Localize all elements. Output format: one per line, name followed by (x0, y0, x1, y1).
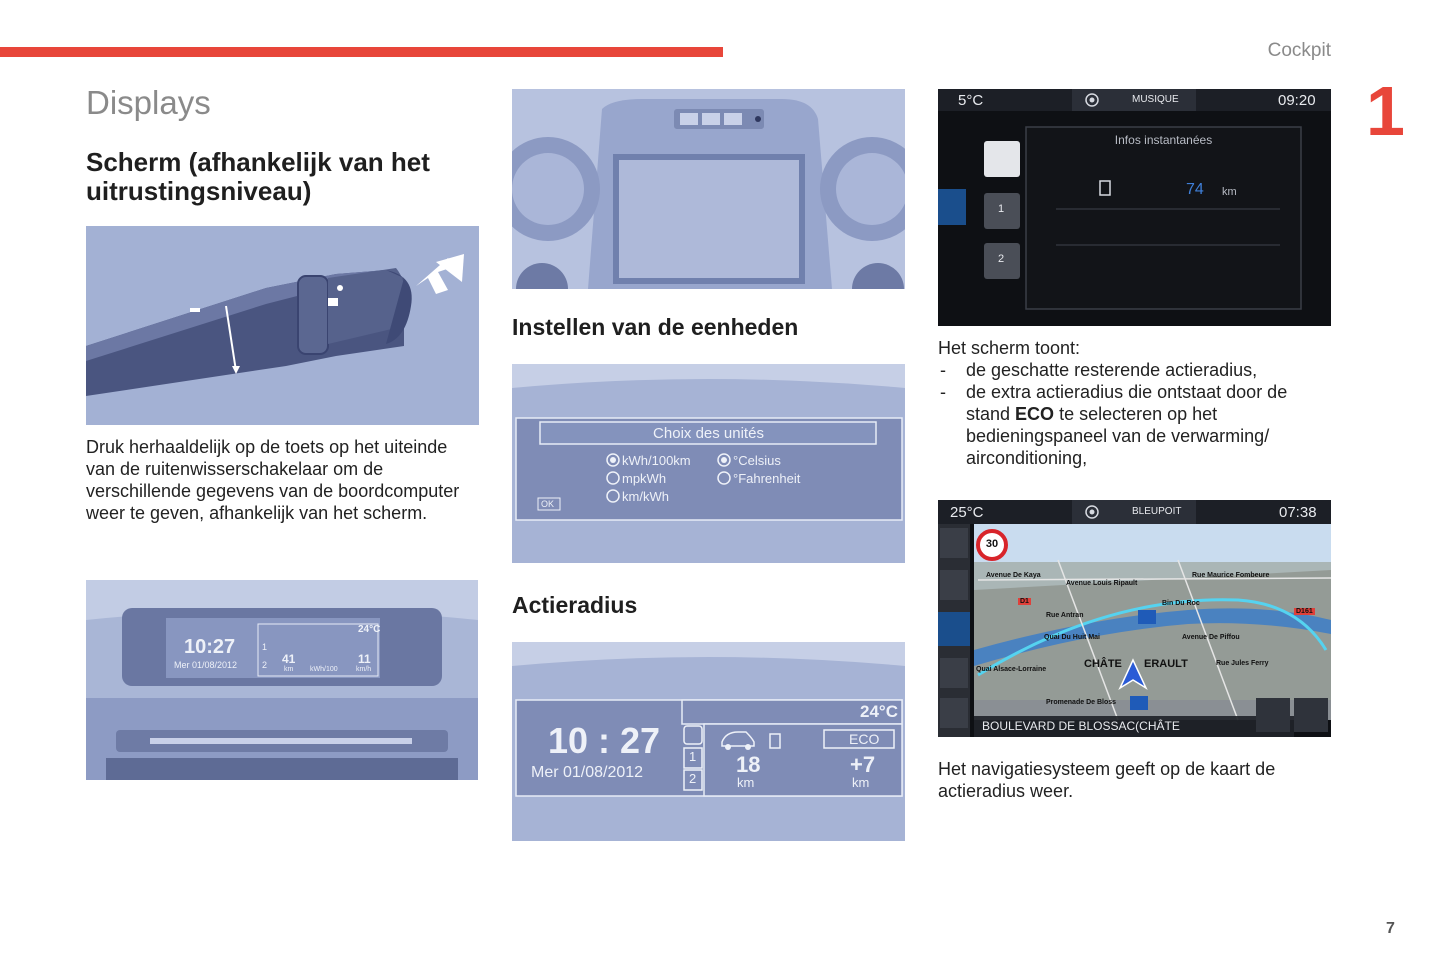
range-display-tab-2: 2 (689, 771, 697, 786)
range-value: 18 (736, 752, 761, 777)
street-label: Quai Du Huit Mai (1044, 634, 1100, 641)
stalk-description: Druk herhaaldelijk op de toets op het uiteinde van de ruitenwisserschakelaar om de verschillende gegevens van de boordcomputer weer te geven, afhankelijk van het scherm. (86, 437, 460, 523)
heading-units: Instellen van de eenheden (512, 314, 799, 340)
eco-label: ECO (849, 731, 880, 747)
units-title: Choix des unités (653, 425, 764, 442)
city-label: ERAULT (1144, 658, 1188, 670)
road-label: D161 (1296, 608, 1313, 615)
units-option-mpkwh: mpkWh (622, 471, 667, 486)
street-label: Avenue De Piffou (1182, 634, 1240, 641)
nav-time: 07:38 (1279, 504, 1317, 521)
street-label: Bin Du Roc (1162, 600, 1200, 607)
list-item-eco-bold: ECO (1015, 404, 1055, 424)
heading-screen: Scherm (afhankelijk van het uitrustingsniveau) (86, 147, 430, 206)
range-display-date: Mer 01/08/2012 (531, 764, 644, 781)
small-display-unit-1: km (284, 666, 294, 673)
section-label: Cockpit (1267, 40, 1331, 61)
street-label: Rue Antran (1046, 612, 1084, 619)
range-display-tab-1: 1 (689, 749, 697, 764)
small-display-value-1: 41 (282, 652, 296, 666)
range-display-illustration (512, 642, 905, 841)
small-display-unit-3: km/h (356, 666, 372, 673)
small-display-unit-2: kWh/100 (310, 666, 338, 673)
touch-tab-1: 1 (998, 203, 1005, 215)
chapter-number: 1 (1366, 72, 1405, 150)
list-item-range: - de geschatte resterende actieradius, (938, 359, 1333, 381)
units-option-fahrenheit: °Fahrenheit (733, 471, 801, 486)
street-label: Rue Jules Ferry (1216, 660, 1269, 667)
street-label: Rue Maurice Fombeure (1192, 572, 1270, 579)
speed-limit-sign: 30 (985, 538, 999, 550)
small-display-tab-2: 2 (262, 660, 268, 670)
touch-tab-2: 2 (998, 253, 1005, 265)
units-option-kmkwh: km/kWh (622, 489, 669, 504)
range-display-time: 10 : 27 (548, 720, 661, 761)
street-label: Promenade De Bloss (1046, 699, 1117, 706)
units-ok-button: OK (541, 499, 555, 509)
small-display-time: 10:27 (184, 636, 236, 658)
street-label: Avenue De Kaya (986, 572, 1041, 579)
eco-unit: km (852, 775, 870, 790)
road-label: D1 (1020, 598, 1029, 605)
touch-time: 09:20 (1278, 92, 1316, 109)
units-option-kwh100km: kWh/100km (622, 453, 691, 468)
list-item-eco (938, 381, 1333, 469)
eco-value: +7 (850, 752, 876, 777)
units-display-illustration (512, 364, 905, 563)
range-unit: km (737, 775, 755, 790)
touch-title: Infos instantanées (1114, 133, 1213, 147)
small-display-temp: 24°C (358, 624, 381, 635)
small-display-tab-1: 1 (262, 642, 268, 652)
nav-temp: 25°C (950, 504, 984, 521)
nav-description: Het navigatiesysteem geeft op de kaart de actieradius weer. (938, 759, 1276, 801)
units-option-celsius: °Celsius (733, 453, 781, 468)
touch-display-screenshot (938, 89, 1331, 326)
page-title: Displays (86, 84, 211, 121)
street-label: Avenue Louis Ripault (1066, 580, 1138, 587)
list-item-eco-post: te selecteren op het bedieningspaneel van de verwarming/ airconditioning, (966, 404, 1270, 468)
dashboard-display-illustration (86, 580, 478, 780)
navigation-screenshot (938, 500, 1331, 737)
touch-unit: km (1222, 186, 1237, 198)
nav-source: BLEUPOIT (1132, 506, 1182, 517)
street-label: Quai Alsace-Lorraine (976, 666, 1047, 673)
page-number: 7 (1386, 920, 1395, 937)
city-label: CHÂTE (1084, 658, 1122, 670)
list-item-eco-pre: de extra actieradius die ontstaat door de stand (966, 382, 1288, 424)
street-banner: BOULEVARD DE BLOSSAC(CHÂTE (982, 719, 1180, 733)
touch-value: 74 (1186, 181, 1204, 198)
small-display-value-3: 11 (358, 652, 371, 666)
heading-range: Actieradius (512, 592, 638, 618)
small-display-date: Mer 01/08/2012 (174, 660, 238, 670)
range-display-temp: 24°C (860, 702, 898, 721)
center-console-illustration (512, 89, 905, 289)
screen-intro: Het scherm toont: (938, 338, 1081, 358)
accent-bar (0, 47, 723, 57)
touch-temp: 5°C (958, 92, 984, 109)
wiper-stalk-illustration (86, 226, 479, 425)
screen-description (938, 337, 1333, 469)
touch-source: MUSIQUE (1132, 94, 1179, 105)
